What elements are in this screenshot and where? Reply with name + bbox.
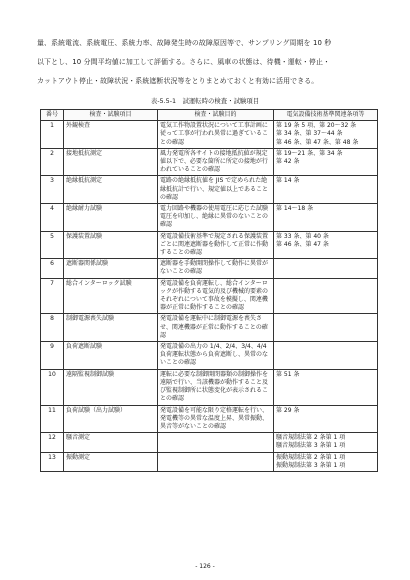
table-row	[41, 452, 378, 471]
row-reference: 騒音規制法第 2 条第 1 項 騒音規制法第 3 条第 1 項	[274, 433, 378, 452]
row-item: 負荷試験（出力試験）	[64, 405, 158, 433]
intro-paragraph	[37, 34, 377, 91]
row-purpose: 発電設備技術基準で規定される保護装置ごとに関連遮断器を動作して正常に作動することの確認	[158, 231, 274, 259]
table-body	[41, 121, 378, 472]
row-purpose: 発電設備の出力の 1/4、2/4、3/4、4/4 負荷運転状態から負荷遮断し、異常のないことの確認	[158, 342, 274, 370]
row-reference	[274, 342, 378, 370]
row-number: 2	[41, 148, 64, 176]
row-item: 遠隔監視制御試験	[64, 369, 158, 405]
header-reference: 電気設備技術基準関連条項等	[274, 110, 378, 121]
row-purpose: 電力回路や機器の使用電圧に応じた試験電圧を印加し、絶縁に異常のないことの確認	[158, 204, 274, 232]
row-item: 外観検査	[64, 121, 158, 149]
table-row	[41, 148, 378, 176]
row-reference: 第 14 条	[274, 176, 378, 204]
row-number: 5	[41, 231, 64, 259]
row-reference: 第 29 条	[274, 405, 378, 433]
row-reference	[274, 314, 378, 342]
row-item: 制御電源喪失試験	[64, 314, 158, 342]
row-number: 13	[41, 452, 64, 471]
row-item: 騒音測定	[64, 433, 158, 452]
row-item: 絶縁耐力試験	[64, 204, 158, 232]
table-row	[41, 405, 378, 433]
row-reference	[274, 278, 378, 314]
table-row	[41, 176, 378, 204]
row-reference: 第 33 条、第 40 条 第 46 条、第 47 条	[274, 231, 378, 259]
row-number: 7	[41, 278, 64, 314]
table-row	[41, 231, 378, 259]
row-number: 1	[41, 121, 64, 149]
row-number: 3	[41, 176, 64, 204]
row-number: 4	[41, 204, 64, 232]
row-purpose: 運転に必要な制御開閉器類の制御操作を遠隔で行い、当該機器が動作すること及び監視制御所に状態変化が表示されることの確認	[158, 369, 274, 405]
header-purpose: 検査・試験目的	[158, 110, 274, 121]
row-reference: 第 19～21 条、第 34 条 第 42 条	[274, 148, 378, 176]
row-item: 保護装置試験	[64, 231, 158, 259]
row-number: 12	[41, 433, 64, 452]
row-number: 6	[41, 259, 64, 278]
row-purpose: 発電設備を負荷運転し、総合インターロックが作動する電気的及び機械的要素のそれぞれについて事故を模擬し、関連機器が正常に動作することの確認	[158, 278, 274, 314]
row-purpose: 発電設備を可能な限り定格運転を行い、発電機等の異常な温度上昇、異常振動、異音等がないことの確認	[158, 405, 274, 433]
row-reference: 振動規制法第 2 条第 1 項 振動規制法第 3 条第 1 項	[274, 452, 378, 471]
table-caption: 表-5.5-1 試運転時の検査・試験項目	[150, 97, 260, 105]
table-row	[41, 314, 378, 342]
table-row	[41, 433, 378, 452]
header-number: 番号	[41, 110, 64, 121]
row-reference	[274, 259, 378, 278]
row-reference: 第 51 条	[274, 369, 378, 405]
table-row	[41, 121, 378, 149]
row-purpose: 風力発電所各サイトの接地抵抗値が規定値以下で、必要な箇所に所定の接地が行われていることの確認	[158, 148, 274, 176]
row-number: 10	[41, 369, 64, 405]
row-item: 接地抵抗測定	[64, 148, 158, 176]
row-purpose	[158, 452, 274, 471]
row-reference: 第 19 条 5 項、第 20～32 条 第 34 条、第 37～44 条 第 46 条、第 47 条、第 48 条	[274, 121, 378, 149]
header-item: 検査・試験項目	[64, 110, 158, 121]
row-purpose: 電路の絶縁抵抗値を JIS で定められた絶縁抵抗計で行い、規定値以上であることの確認	[158, 176, 274, 204]
intro-line: カットアウト停止・故障状況・系統遮断状況等をとりまとめておくと有効に活用できる。	[37, 77, 319, 85]
table-row	[41, 204, 378, 232]
intro-line: 以下とし、10 分間平均値に加工して評価する。さらに、風車の状態は、待機・運転・停止・	[37, 58, 331, 66]
row-purpose: 遮断器を手動開閉操作して動作に異常がないことの確認	[158, 259, 274, 278]
table-row	[41, 342, 378, 370]
row-item: 総合インターロック試験	[64, 278, 158, 314]
inspection-table	[40, 109, 378, 472]
page-number: - 126 -	[195, 563, 215, 570]
row-purpose	[158, 433, 274, 452]
row-number: 9	[41, 342, 64, 370]
row-item: 絶縁抵抗測定	[64, 176, 158, 204]
table-row	[41, 369, 378, 405]
intro-line: 量、系統電流、系統電圧、系統力率、故障発生時の故障原因等で、サンプリング周期を 10 秒	[37, 39, 332, 47]
row-number: 8	[41, 314, 64, 342]
row-item: 遮断器関係試験	[64, 259, 158, 278]
table-row	[41, 278, 378, 314]
row-item: 負荷遮断試験	[64, 342, 158, 370]
table-row	[41, 259, 378, 278]
row-purpose: 電気工作物設置状況について工事計画に従って工事が行われ異常に過ぎていることの確認	[158, 121, 274, 149]
row-number: 11	[41, 405, 64, 433]
row-purpose: 発電設備を運転中に制御電源を喪失させ、関連機器が正常に動作することの確認	[158, 314, 274, 342]
table-header-row	[41, 110, 378, 121]
row-item: 振動測定	[64, 452, 158, 471]
row-reference: 第 14～18 条	[274, 204, 378, 232]
